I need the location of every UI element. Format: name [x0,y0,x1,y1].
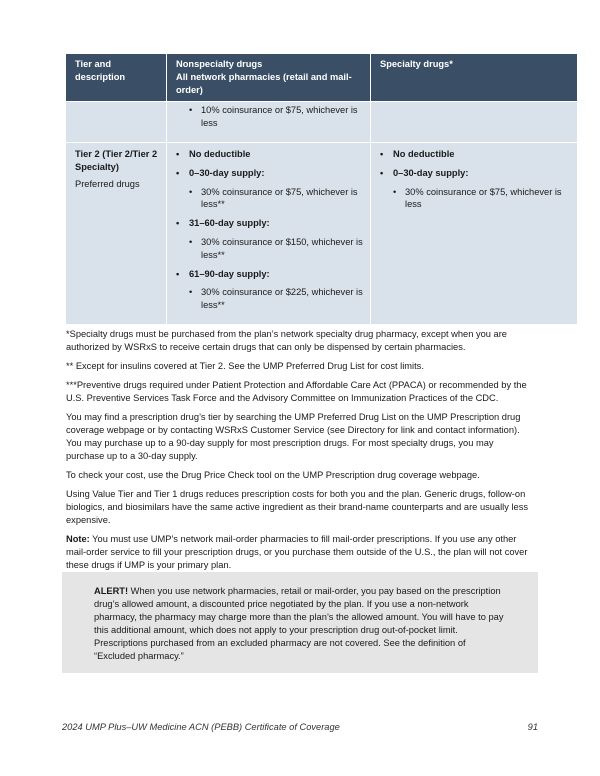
list-item: • No deductible [176,148,364,161]
header-tier: Tier and description [66,54,167,102]
footnote-specialty: *Specialty drugs must be purchased from the plan’s network specialty drug pharmacy, except when you are authorized by WSRxS to receive certain drugs that can only be dispensed by certain pharmacies. [66,328,507,352]
tier-name: Tier 2 (Tier 2/Tier 2 Specialty) [75,148,158,172]
list-item: • 30% coinsurance or $225, whichever is less** [176,286,364,312]
paragraph-value-tier: Using Value Tier and Tier 1 drugs reduces prescription costs for both you and the plan. Generic drugs, follow-on biologics, and biosimilars have the same active ingredient as their brand-name counterparts and are usually less expensive. [66,488,528,525]
list-item: • 10% coinsurance or $75, whichever is less [176,104,364,130]
cost-share-table [66,54,577,324]
table-cell-tier [66,142,167,323]
list-item: • No deductible [380,148,571,161]
page-number: 91 [527,722,538,732]
table-cell-empty [371,102,578,143]
notes-section [66,328,530,572]
table-row [66,142,577,323]
alert-text: When you use network pharmacies, retail or mail-order, you pay based on the prescription drug’s allowed amount, a discounted price negotiated by the plan. If you use a non-network pharmacy, the pharmacy may charge more than the plan’s the allowed amount. You will have to pay this additional amount, which does not apply to your prescription drug out-of-pocket limit. Prescriptions purchased from an excluded pharmacy are not covered. See the definition of “Excluded pharmacy.” [94,586,504,661]
footnote-insulin: ** Except for insulins covered at Tier 2. See the UMP Preferred Drug List for cost limits. [66,360,424,371]
table-row [66,102,577,143]
list-item: • 31–60-day supply: [176,217,364,230]
alert-paragraph [94,585,506,663]
list-item: • 0–30-day supply: [176,167,364,180]
list-item: • 0–30-day supply: [380,167,571,180]
header-nonspecialty [167,54,371,102]
list-item: • 30% coinsurance or $75, whichever is less [380,186,571,212]
header-specialty: Specialty drugs* [371,54,578,102]
table-cell-empty [66,102,167,143]
footer-title: 2024 UMP Plus–UW Medicine ACN (PEBB) Certificate of Coverage [62,722,340,732]
page-content [66,54,562,578]
table-cell [167,102,371,143]
table-header-row [66,54,577,102]
list-item: • 30% coinsurance or $75, whichever is less** [176,186,364,212]
table-cell-nonspecialty [167,142,371,323]
list-item: • 61–90-day supply: [176,268,364,281]
header-nonspecialty-subtitle: All network pharmacies (retail and mail-order) [176,71,352,95]
paragraph-price-check: To check your cost, use the Drug Price Check tool on the UMP Prescription drug coverage webpage. [66,469,480,480]
alert-box [62,572,538,673]
alert-label: ALERT! [94,586,129,596]
note-label: Note: [66,533,90,544]
list-item: • 30% coinsurance or $150, whichever is less** [176,236,364,262]
tier-description: Preferred drugs [75,178,140,189]
footnote-preventive: ***Preventive drugs required under Patient Protection and Affordable Care Act (PPACA) or recommended by the U.S. Preventive Services Task Force and the Advisory Committee on Immunization Practices of the CDC. [66,379,527,403]
paragraph-note [66,533,530,572]
paragraph-tier-lookup: You may find a prescription drug’s tier by searching the UMP Preferred Drug List on the UMP Prescription drug coverage webpage or by contacting WSRxS Customer Service (see Directory for link and contact information). You may purchase up to a 90-day supply for most prescription drugs. For most specialty drugs, you may purchase up to a 30-day supply. [66,411,521,461]
page-footer [62,722,538,732]
table-cell-specialty [371,142,578,323]
header-nonspecialty-title: Nonspecialty drugs [176,59,263,69]
note-text: You must use UMP’s network mail-order pharmacies to fill mail-order prescriptions. If you use any other mail-order service to fill your prescription drugs, or you purchase them outside of the U.S., the plan will not cover these drugs if UMP is your primary plan. [66,533,528,570]
